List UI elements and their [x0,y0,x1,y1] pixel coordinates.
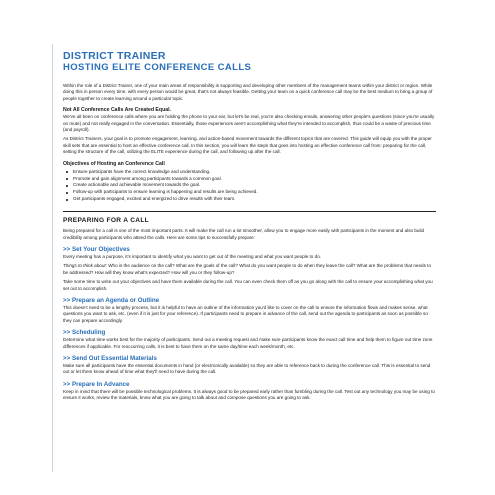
step-materials-p1: Make sure all participants have the essential documents in hand (or electronically available) so they are able to reference back to during the conference call. This is essential to send out or let them know ahead of time what they'll need to have during the call. [63,363,431,375]
step-objectives-p3: Take some time to write out your objectives and have them available during the call. You can even check them off as you go along with the call to ensure your accomplishing what you set out to accomplish. [63,279,433,291]
things-to-think-text: Who is the audience on the call? What are the goals of the call? What do you want people to do when they leave the call? What are the problems that needs to be addressed? How will they know what's expected? How will you or they follow-up? [63,263,431,275]
step-heading-advance: >> Prepare In Advance [63,380,130,388]
step-objectives-p2 [63,263,436,276]
step-advance-p1: Keep in mind that there will be possible technological problems. It is always good to be prepared early rather than fumbling during the call. Test out any technology you may be using to ensure it works, review the materials, know what you are going to talk about and compose questions you are going to ask. [63,388,435,401]
step-heading-objectives: >> Set Your Objectives [63,246,130,253]
intro-paragraph: Within the role of a District Trainer, one of your main areas of responsibility is supporting and developing other members of the management teams within your district or region. While doing this in person every time, with every person would be great, that's not always feasible. Getting your team on a quick conference call may be the best medium to bring a group of people together to create learning around a particular topic. [63,83,433,101]
document-sheet [52,44,444,472]
section-intro: Being prepared for a call is one of the most important parts. It will make the call run a lot smoother, allow you to engage more easily with participants in the moment and also build credibility among participants who attend the calls. Here are some tips to successfully prepare: [63,228,425,240]
subheading-not-all-calls: Not All Conference Calls Are Created Equal. [63,107,172,114]
list-item: Create actionable and achievable movement towards the goal. [63,182,436,189]
step-objectives-p1: Every meeting has a purpose, it's important to identify what you want to get out of the meeting and what you want people to do. [63,254,322,259]
list-item: Get participants engaged, excited and energized to drive results with their team. [63,196,436,203]
step-heading-materials: >> Send Out Essential Materials [63,355,157,363]
list-item: Promote and gain alignment among participants towards a common goal. [63,176,436,183]
doc-subtitle: HOSTING ELITE CONFERENCE CALLS [63,62,252,73]
list-item: Follow-up with participants to ensure learning is happening and results are being achieved. [63,189,436,196]
section-heading-preparing: PREPARING FOR A CALL [63,211,436,225]
subheading-objectives: Objectives of Hosting an Conference Call [63,160,165,167]
step-heading-scheduling: >> Scheduling [63,329,106,337]
step-scheduling-p1: Determine what time works best for the majority of participants. Send out a meeting request and make sure participants know the exact call time and help them to figure out time zone differences if applicable. For reoccurring calls, it is best to have them on the same day/time each week/month, etc. [63,337,433,349]
step-heading-agenda: >> Prepare an Agenda or Outline [63,297,160,305]
objectives-list [63,169,436,204]
doc-title: DISTRICT TRAINER [63,50,166,62]
things-to-think-label: Things to think about: [63,263,107,269]
list-item: Ensure participants have the correct knowledge and understanding. [63,169,436,176]
paragraph-trainer-goal: As District Trainers, your goal is to promote engagement, learning, and action-based movement towards the different topics that are covered. This guide will equip you with the proper skill sets that are essential to host an effective conference call. In this section, you will learn the steps that goes into hosting an effective conference call from: preparing for the call, setting the structure of the call, utilizing the ELITE experience during the call, and following up after the call. [63,136,432,155]
step-agenda-p1: This doesn't need to be a lengthy process, but it is helpful to have an outline of the information you'd like to cover on the call to ensure the information flows and makes sense, what questions you want to ask, etc. (even if it is just for your reference). If participants need to prepare in advance of the call, send out the agenda to participants as soon as possible so they can prepare accordingly. [63,305,428,323]
paragraph-conference-experience: We've all been on conference calls where you are holding the phone to your ear, but let's be real, you're also checking emails, answering other people's questions (since you're usually on mute) and not really engaged in the conversation. Essentially, those experiences aren't accomplishing what they're intended to accomplish, thus could be a waste of precious time (and payroll). [63,114,435,133]
